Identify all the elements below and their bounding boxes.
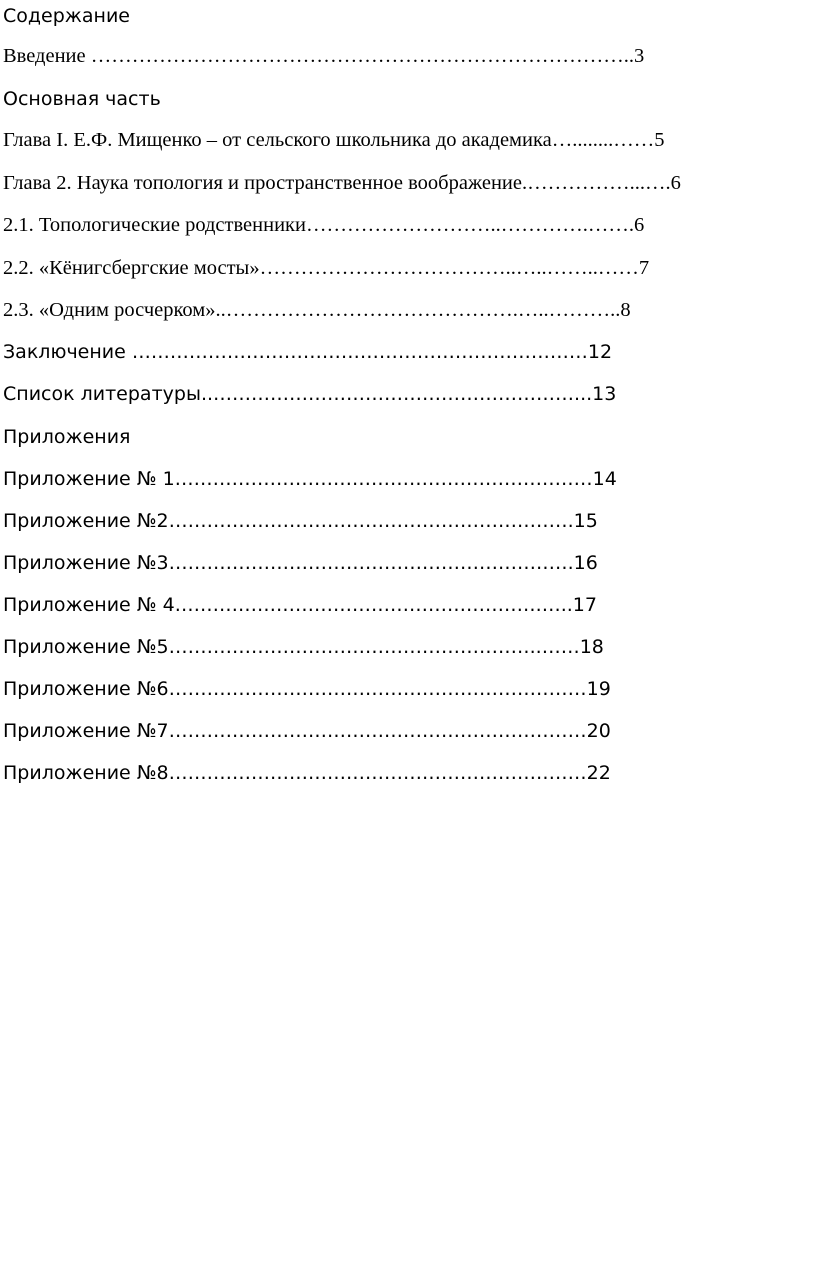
toc-entry-appendix-4: Приложение № 4………………………………………………….…..17 <box>3 594 597 616</box>
toc-entry-references: Список литературы..…………………………………………………...13 <box>3 383 617 405</box>
toc-section-main-part: Основная часть <box>3 88 161 110</box>
toc-section-appendices: Приложения <box>3 426 131 448</box>
toc-entry-appendix-6: Приложение №6…………………………………………………………19 <box>3 678 611 700</box>
toc-entry-2-1: 2.1. Топологические родственники………………………..………….…….6 <box>3 214 645 236</box>
toc-entry-appendix-2: Приложение №2……………………………………………………….15 <box>3 510 598 532</box>
toc-entry-appendix-1: Приложение № 1…………………………………………………………14 <box>3 468 617 490</box>
toc-title: Содержание <box>3 5 130 27</box>
toc-entry-introduction: Введение ……………………………………………………………………..3 <box>3 45 645 67</box>
toc-entry-appendix-5: Приложение №5…………………………………………………..……18 <box>3 636 604 658</box>
toc-entry-appendix-7: Приложение №7…………………………………………………………20 <box>3 720 611 742</box>
toc-entry-2-3: 2.3. «Одним росчерком»..…………………………………….…..………..8 <box>3 299 631 321</box>
toc-entry-chapter-2: Глава 2. Наука топология и пространственное воображение.……………...….6 <box>3 172 681 194</box>
toc-entry-conclusion: Заключение ………………………………………………………………12 <box>3 341 613 363</box>
toc-entry-appendix-8: Приложение №8…………………………………………………………22 <box>3 762 611 784</box>
toc-entry-appendix-3: Приложение №3……………………………………………………….16 <box>3 552 598 574</box>
toc-entry-chapter-1: Глава I. Е.Ф. Мищенко – от сельского школьника до академика…........……5 <box>3 129 665 151</box>
toc-entry-2-2: 2.2. «Кёнигсбергские мосты»………………………………..…..……..……7 <box>3 257 650 279</box>
